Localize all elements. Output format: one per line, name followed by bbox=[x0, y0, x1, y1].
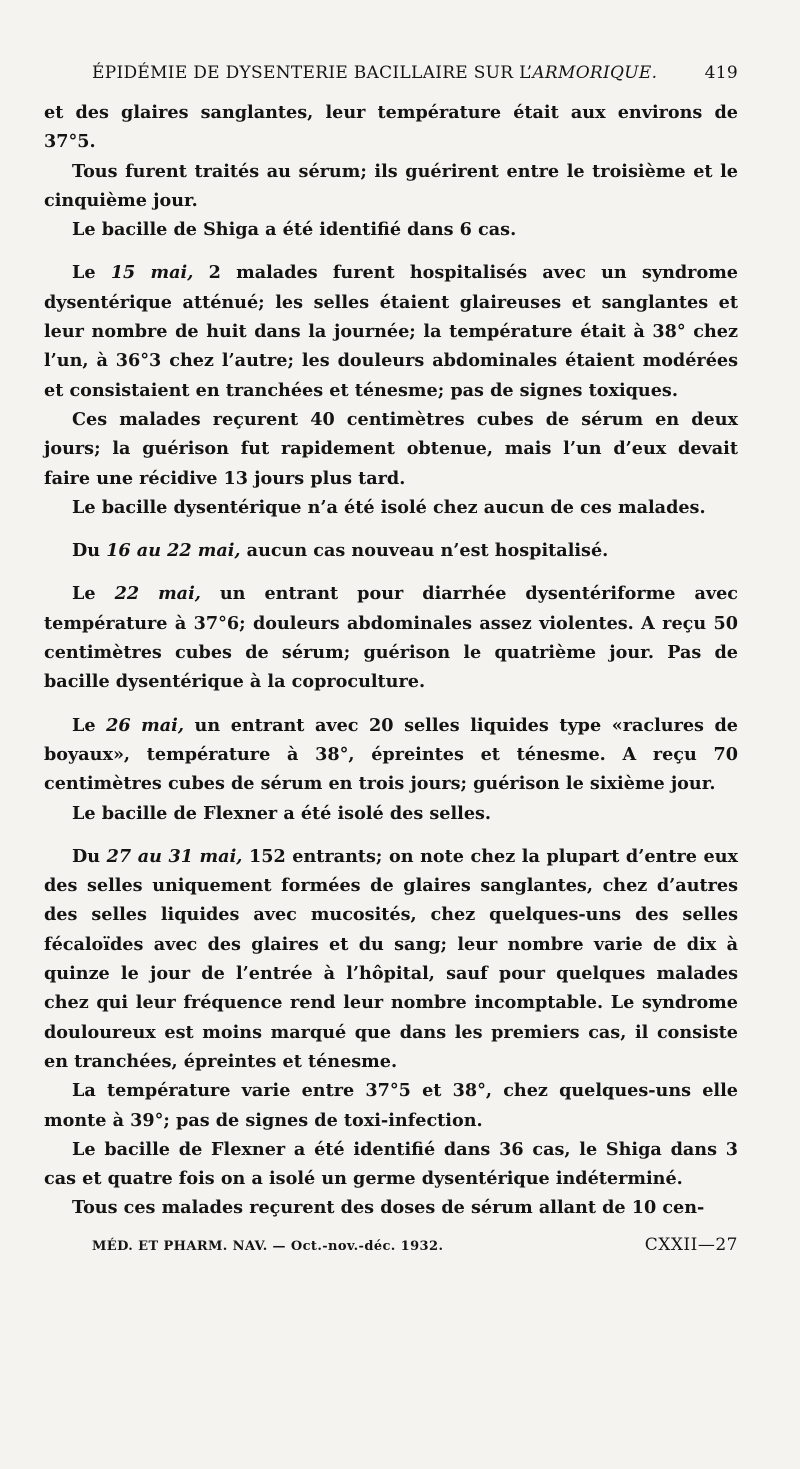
running-title-text: ÉPIDÉMIE DE DYSENTERIE BACILLAIRE SUR L’ bbox=[92, 63, 533, 83]
paragraph-text: Le bacille de Flexner a été isolé des selles. bbox=[72, 802, 492, 824]
paragraph-lead: Le bbox=[72, 262, 111, 284]
running-head bbox=[92, 60, 738, 86]
paragraph bbox=[44, 1135, 738, 1194]
paragraph bbox=[44, 405, 738, 493]
paragraph-lead: Du bbox=[72, 540, 107, 562]
paragraph bbox=[44, 711, 738, 799]
paragraph bbox=[44, 799, 738, 828]
date-label: 22 mai, bbox=[114, 583, 201, 605]
date-label: 26 mai, bbox=[106, 714, 184, 736]
paragraph-lead: Du bbox=[72, 845, 107, 867]
date-label: 27 au 31 mai, bbox=[106, 845, 243, 867]
paragraph-lead: Le bbox=[72, 714, 107, 736]
date-label: 16 au 22 mai, bbox=[106, 540, 241, 562]
body-text bbox=[44, 98, 738, 1223]
signature-mark: CXXII—27 bbox=[644, 1234, 738, 1255]
paragraph-text: Ces malades reçurent 40 centimètres cubes de sérum en deux jours; la guérison fut rapidement obtenue, mais l’un d’eux devait faire une récidive 13 jours plus tard. bbox=[44, 408, 738, 489]
paragraph bbox=[44, 493, 738, 522]
running-title bbox=[92, 60, 657, 86]
page-number: 419 bbox=[704, 63, 738, 83]
paragraph-text: Le bacille dysentérique n’a été isolé chez aucun de ces malades. bbox=[72, 496, 706, 518]
paragraph bbox=[44, 215, 738, 244]
page-footer bbox=[44, 1235, 738, 1255]
paragraph bbox=[44, 536, 738, 565]
document-page bbox=[44, 60, 738, 1255]
paragraph-text: Tous furent traités au sérum; ils guérirent entre le troisième et le cinquième jour. bbox=[44, 160, 738, 211]
date-label: 15 mai, bbox=[110, 262, 194, 284]
paragraph bbox=[44, 1193, 738, 1222]
paragraph bbox=[44, 98, 738, 157]
paragraph-text: un entrant pour diarrhée dysentériforme avec température à 37°6; douleurs abdominales assez violentes. A reçu 50 centimètres cubes de sérum; guérison le quatrième jour. Pas de bacille dysentérique à la coproculture. bbox=[44, 583, 738, 693]
paragraph bbox=[44, 157, 738, 216]
paragraph-text: et des glaires sanglantes, leur température était aux environs de 37°5. bbox=[44, 102, 738, 153]
paragraph-text: 2 malades furent hospitalisés avec un syndrome dysentérique atténué; les selles étaient glaireuses et sanglantes et leur nombre de huit dans la journée; la température était à 38° chez l’un, à 36°3 chez l’autre; les douleurs abdominales étaient modérées et consistaient en tranchées et ténesme; pas de signes toxiques. bbox=[44, 262, 738, 401]
paragraph-text: un entrant avec 20 selles liquides type «raclures de boyaux», température à 38°, épreintes et ténesme. A reçu 70 centimètres cubes de sérum en trois jours; guérison le sixième jour. bbox=[44, 714, 738, 795]
paragraph-text: La température varie entre 37°5 et 38°, chez quelques-uns elle monte à 39°; pas de signes de toxi-infection. bbox=[44, 1080, 738, 1131]
paragraph-text: Le bacille de Shiga a été identifié dans 6 cas. bbox=[72, 219, 517, 241]
paragraph bbox=[44, 579, 738, 696]
paragraph bbox=[44, 842, 738, 1076]
paragraph-text: Le bacille de Flexner a été identifié dans 36 cas, le Shiga dans 3 cas et quatre fois on a isolé un germe dysentérique indéterminé. bbox=[44, 1138, 738, 1190]
running-title-ship: ARMORIQUE. bbox=[532, 63, 658, 83]
paragraph-text: 152 entrants; on note chez la plupart d’entre eux des selles uniquement formées de glaires sanglantes, chez d’autres des selles liquides avec mucosités, chez quelques-uns des selles fécaloïdes avec des glaires et du sang; leur nombre varie de dix à quinze le jour de l’entrée à l’hôpital, sauf pour quelques malades chez qui leur fréquence rend leur nombre incomptable. Le syndrome douloureux est moins marqué que dans les premiers cas, il consiste en tranchées, épreintes et ténesme. bbox=[44, 845, 738, 1072]
paragraph-text: Tous ces malades reçurent des doses de sérum allant de 10 cen- bbox=[72, 1197, 705, 1219]
paragraph bbox=[44, 258, 738, 404]
paragraph bbox=[44, 1076, 738, 1135]
paragraph-text: aucun cas nouveau n’est hospitalisé. bbox=[240, 540, 609, 562]
paragraph-lead: Le bbox=[72, 583, 115, 605]
journal-citation: MÉD. ET PHARM. NAV. — Oct.-nov.-déc. 1932. bbox=[92, 1238, 444, 1254]
